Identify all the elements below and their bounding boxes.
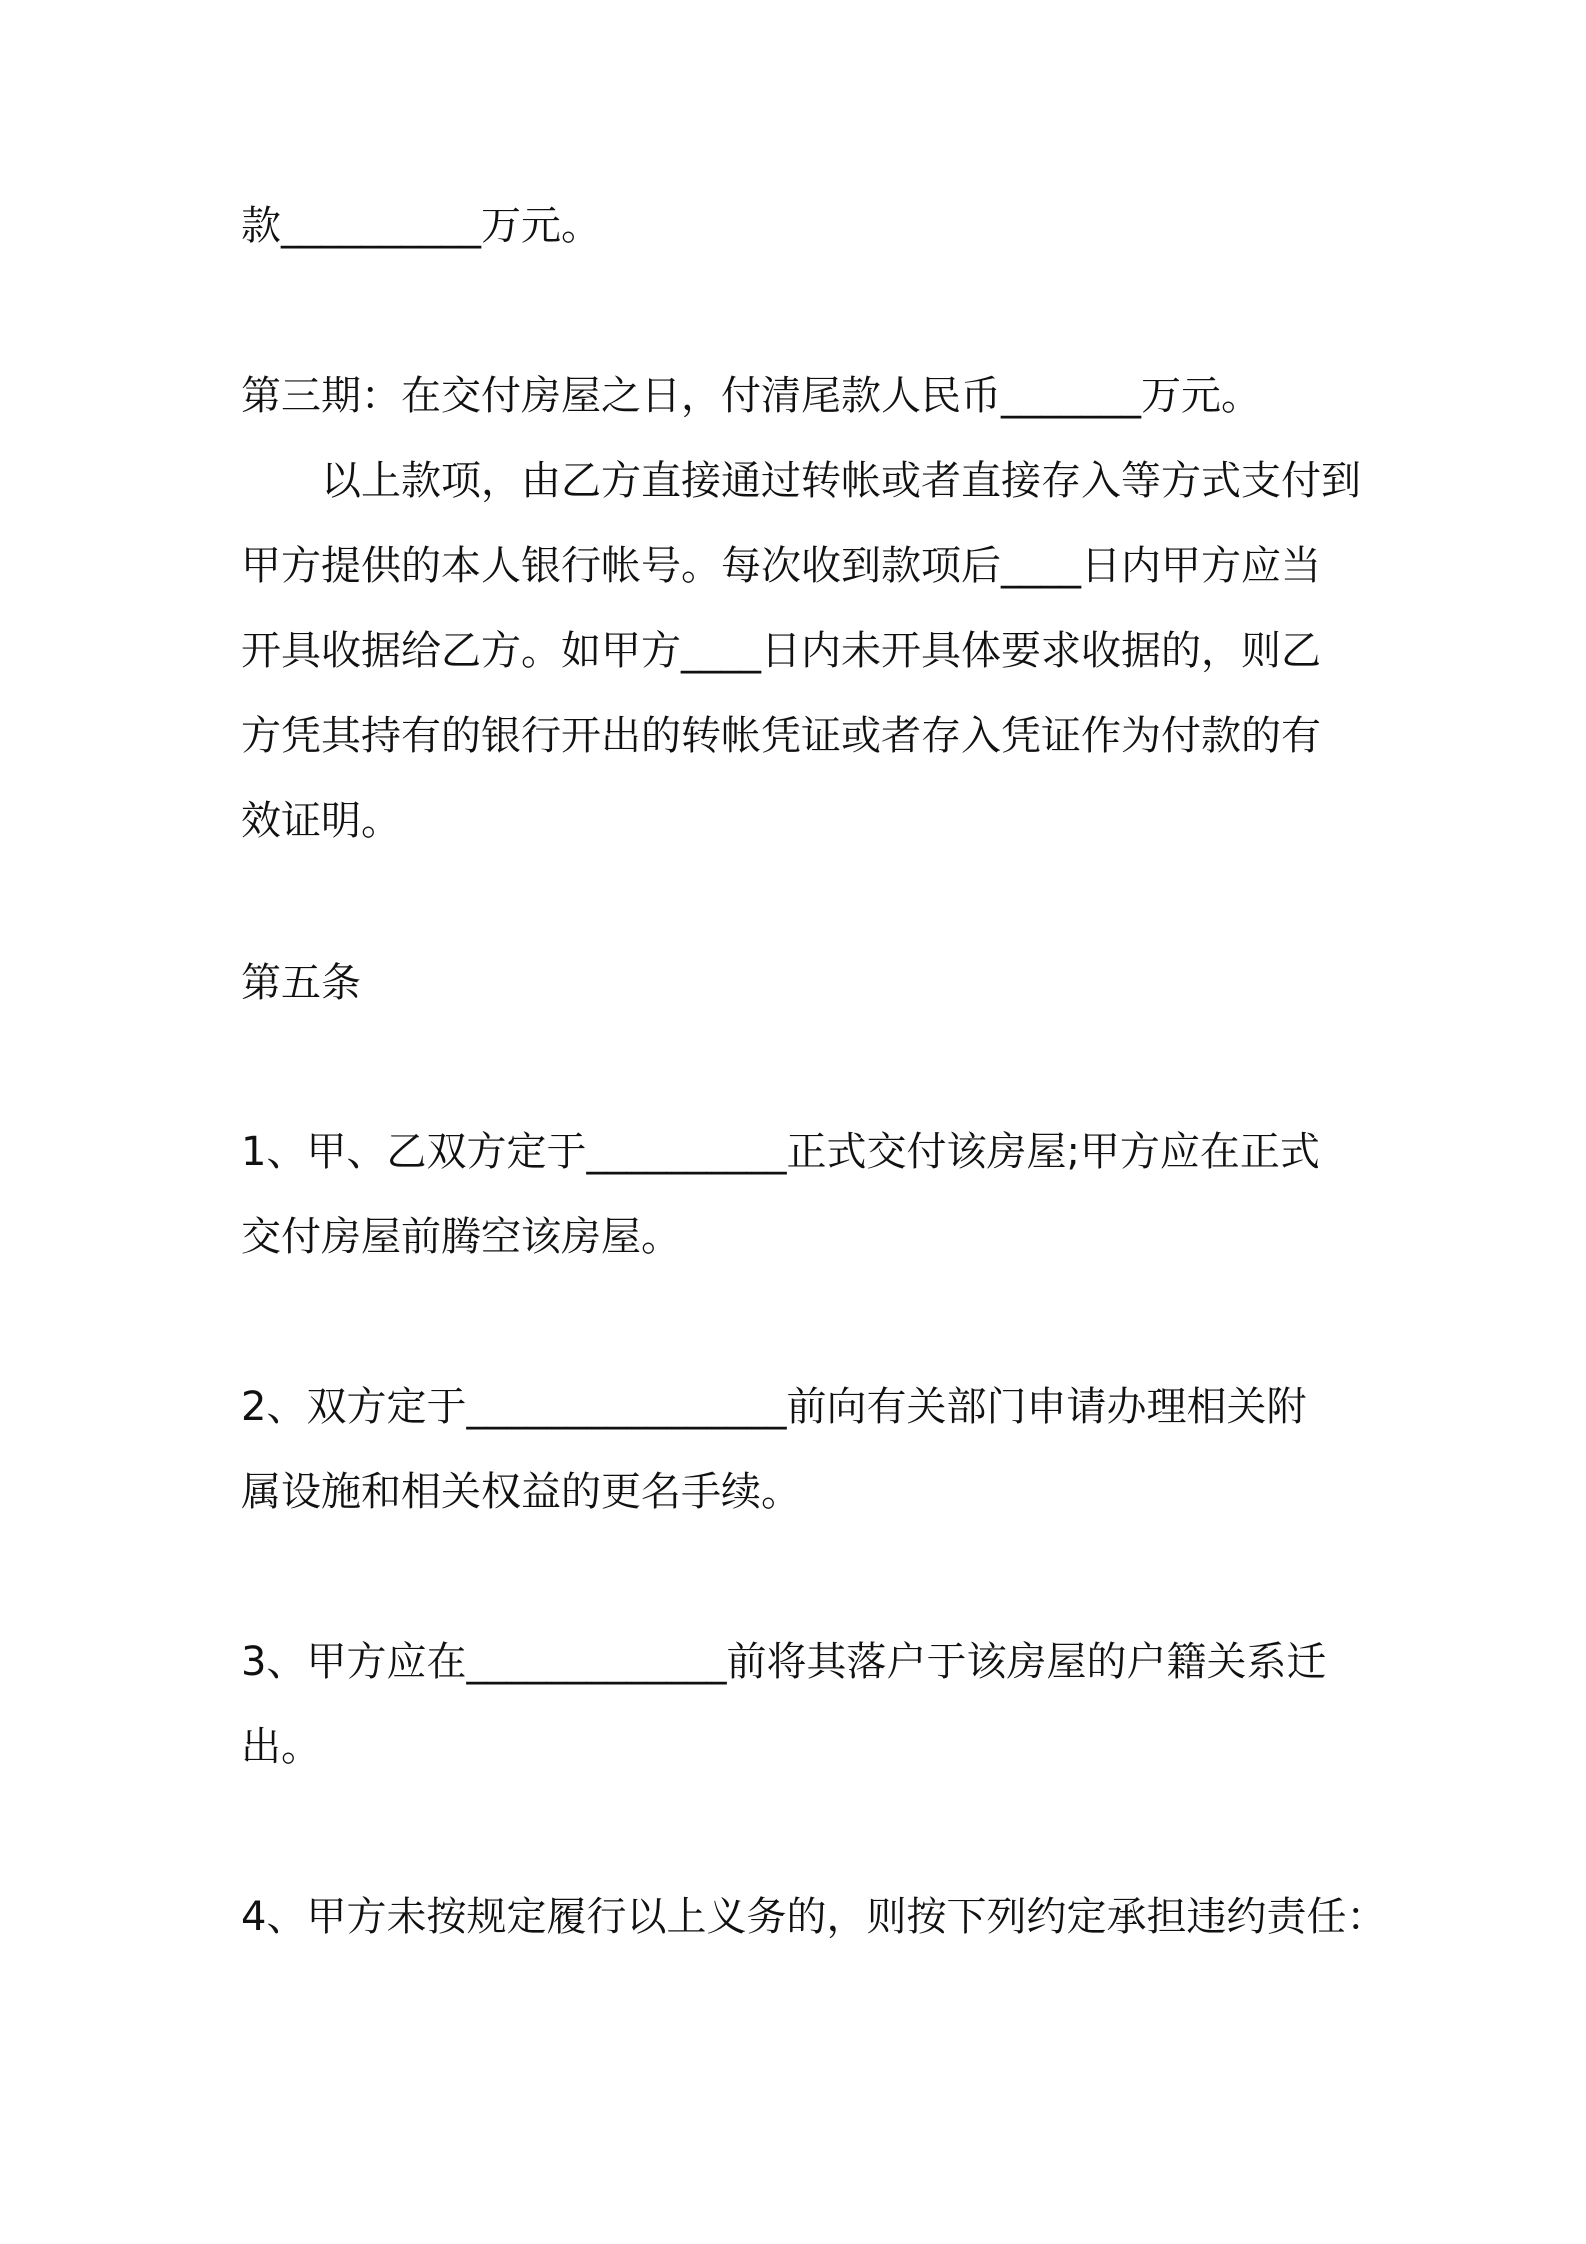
text-line-1: 款__________万元。 [241, 203, 601, 249]
section-heading: 第五条 [241, 960, 361, 1006]
text-line-12: 属设施和相关权益的更名手续。 [241, 1469, 801, 1515]
text-line-15: 4、甲方未按规定履行以上义务的，则按下列约定承担违约责任： [241, 1894, 1387, 1940]
text-line-9: 1、甲、乙双方定于__________正式交付该房屋;甲方应在正式 [241, 1129, 1320, 1175]
text-line-5: 开具收据给乙方。如甲方____日内未开具体要求收据的，则乙 [241, 628, 1321, 674]
text-line-2: 第三期：在交付房屋之日，付清尾款人民币_______万元。 [241, 373, 1261, 419]
text-line-6: 方凭其持有的银行开出的转帐凭证或者存入凭证作为付款的有 [241, 713, 1321, 759]
text-line-13: 3、甲方应在_____________前将其落户于该房屋的户籍关系迁 [241, 1639, 1327, 1685]
text-line-14: 出。 [241, 1724, 321, 1770]
text-line-4: 甲方提供的本人银行帐号。每次收到款项后____日内甲方应当 [241, 543, 1321, 589]
text-line-10: 交付房屋前腾空该房屋。 [241, 1214, 681, 1260]
text-line-11: 2、双方定于________________前向有关部门申请办理相关附 [241, 1384, 1307, 1430]
text-line-7: 效证明。 [241, 798, 401, 844]
text-line-3: 以上款项，由乙方直接通过转帐或者直接存入等方式支付到 [321, 458, 1361, 504]
